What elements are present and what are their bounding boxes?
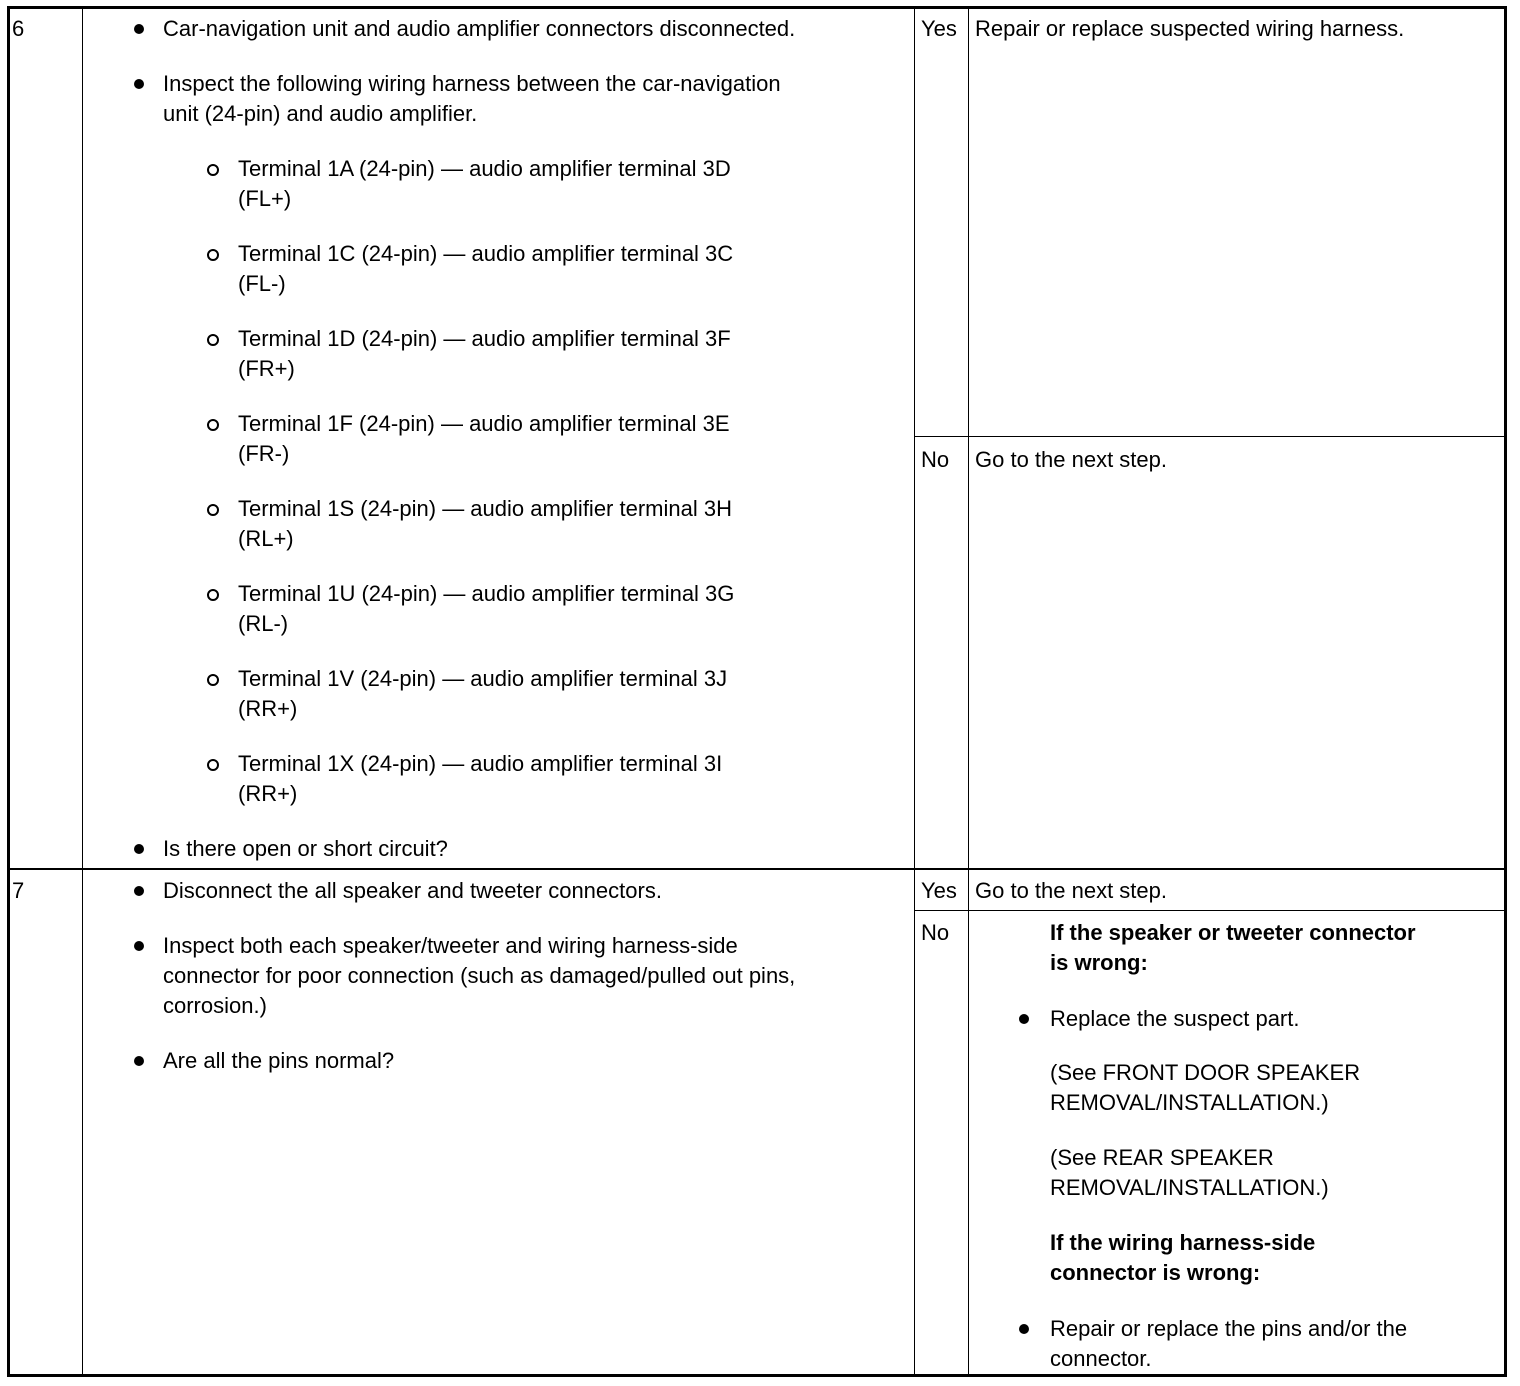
check-item: Inspect both each speaker/tweeter and wiring harness-side	[163, 933, 738, 958]
step-number: 6	[12, 16, 25, 41]
condition-heading: If the wiring harness-side	[1050, 1230, 1316, 1255]
circle-bullet-icon	[207, 249, 219, 261]
circle-bullet-icon	[207, 674, 219, 686]
check-item: Is there open or short circuit?	[163, 836, 448, 861]
terminal-item: Terminal 1X (24-pin) — audio amplifier terminal 3I	[238, 751, 723, 776]
bullet-icon	[134, 886, 144, 896]
row-divider-step6-yes-no	[914, 436, 1505, 437]
circle-bullet-icon	[207, 589, 219, 601]
result-action: Go to the next step.	[975, 447, 1168, 472]
bullet-icon	[134, 79, 144, 89]
result-label-yes: Yes	[921, 878, 957, 903]
terminal-item: Terminal 1D (24-pin) — audio amplifier terminal 3F	[238, 326, 731, 351]
check-item: connector for poor connection (such as damaged/pulled out pins,	[163, 963, 796, 988]
step-number: 7	[12, 878, 25, 903]
reference-text: (See FRONT DOOR SPEAKER	[1050, 1060, 1361, 1085]
terminal-signal: (FL-)	[238, 271, 286, 296]
bullet-icon	[1019, 1324, 1029, 1334]
terminal-signal: (FR+)	[238, 356, 295, 381]
check-item: Car-navigation unit and audio amplifier connectors disconnected.	[163, 16, 796, 41]
result-action: Go to the next step.	[975, 878, 1168, 903]
bullet-icon	[134, 941, 144, 951]
terminal-item: Terminal 1V (24-pin) — audio amplifier terminal 3J	[238, 666, 728, 691]
result-action: connector.	[1050, 1346, 1152, 1371]
terminal-item: Terminal 1S (24-pin) — audio amplifier terminal 3H	[238, 496, 732, 521]
terminal-item: Terminal 1A (24-pin) — audio amplifier terminal 3D	[238, 156, 731, 181]
bullet-icon	[134, 24, 144, 34]
condition-heading: If the speaker or tweeter connector	[1050, 920, 1416, 945]
condition-heading: is wrong:	[1050, 950, 1148, 975]
reference-text: (See REAR SPEAKER	[1050, 1145, 1274, 1170]
result-action: Repair or replace the pins and/or the	[1050, 1316, 1408, 1341]
terminal-signal: (FR-)	[238, 441, 290, 466]
terminal-item: Terminal 1C (24-pin) — audio amplifier terminal 3C	[238, 241, 734, 266]
check-item: Inspect the following wiring harness between the car-navigation	[163, 71, 781, 96]
check-item: Disconnect the all speaker and tweeter connectors.	[163, 878, 662, 903]
bullet-icon	[134, 1056, 144, 1066]
terminal-signal: (FL+)	[238, 186, 292, 211]
terminal-item: Terminal 1F (24-pin) — audio amplifier terminal 3E	[238, 411, 730, 436]
terminal-signal: (RR+)	[238, 696, 298, 721]
check-item: corrosion.)	[163, 993, 267, 1018]
circle-bullet-icon	[207, 334, 219, 346]
terminal-signal: (RL-)	[238, 611, 289, 636]
bullet-icon	[1019, 1014, 1029, 1024]
circle-bullet-icon	[207, 759, 219, 771]
bullet-icon	[134, 844, 144, 854]
result-label-no: No	[921, 920, 950, 945]
result-action: Replace the suspect part.	[1050, 1006, 1300, 1031]
row-divider-step7-yes-no	[914, 910, 1505, 911]
result-label-yes: Yes	[921, 16, 957, 41]
check-item: Are all the pins normal?	[163, 1048, 395, 1073]
circle-bullet-icon	[207, 504, 219, 516]
terminal-signal: (RR+)	[238, 781, 298, 806]
reference-text: REMOVAL/INSTALLATION.)	[1050, 1090, 1329, 1115]
check-item: unit (24-pin) and audio amplifier.	[163, 101, 478, 126]
terminal-item: Terminal 1U (24-pin) — audio amplifier terminal 3G	[238, 581, 735, 606]
table-frame	[7, 6, 1507, 1377]
reference-text: REMOVAL/INSTALLATION.)	[1050, 1175, 1329, 1200]
row-divider-step6-step7	[9, 868, 1505, 870]
condition-heading: connector is wrong:	[1050, 1260, 1261, 1285]
column-divider-check	[914, 8, 915, 1375]
circle-bullet-icon	[207, 419, 219, 431]
result-label-no: No	[921, 447, 950, 472]
result-action: Repair or replace suspected wiring harness.	[975, 16, 1405, 41]
circle-bullet-icon	[207, 164, 219, 176]
column-divider-result	[968, 8, 969, 1375]
column-divider-step	[82, 8, 83, 1375]
terminal-signal: (RL+)	[238, 526, 294, 551]
